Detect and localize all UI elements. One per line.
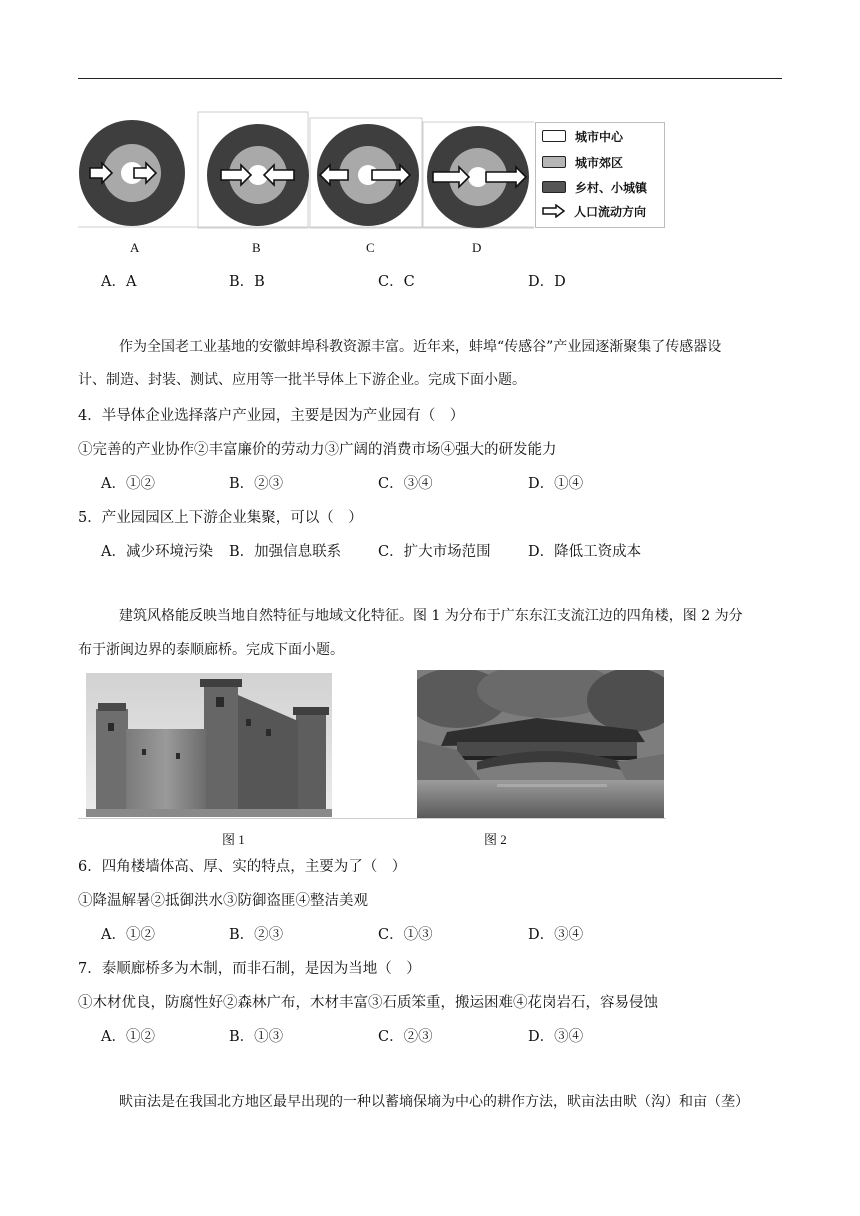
diagram-label-c: C	[366, 240, 375, 255]
legend-swatch-center	[542, 130, 566, 142]
q3-option-d: D．D	[528, 274, 566, 290]
q3-option-c: C．C	[378, 274, 415, 290]
diagram-c	[317, 124, 419, 226]
photo-four-corner-building	[86, 673, 332, 817]
photo-baseline	[78, 818, 666, 819]
header-rule	[78, 78, 782, 79]
diagram-legend	[535, 122, 665, 228]
q7-items: ①木材优良，防腐性好②森林广布，木材丰富③石质笨重，搬运困难④花岗岩石，容易侵蚀	[78, 995, 658, 1011]
q3-option-b: B．B	[229, 274, 265, 290]
passage-2-line-1: 建筑风格能反映当地自然特征与地域文化特征。图 1 为分布于广东东江支流江边的四角楼，图 2 为分	[119, 608, 743, 624]
legend-item: 乡村、小城镇	[542, 178, 647, 196]
legend-item: 城市郊区	[542, 153, 623, 171]
q6-option-b: B．②③	[229, 927, 284, 943]
q5-option-a: A．减少环境污染	[101, 544, 213, 560]
passage-1-line-2: 计、制造、封装、测试、应用等一批半导体上下游企业。完成下面小题。	[78, 372, 526, 388]
legend-swatch-rural	[542, 181, 566, 193]
q4-option-b: B．②③	[229, 476, 284, 492]
q4-option-d: D．①④	[528, 476, 584, 492]
q6-stem: 6．四角楼墙体高、厚、实的特点，主要为了（ ）	[78, 859, 407, 875]
arrow-icon	[542, 204, 566, 218]
diagram-d	[427, 126, 529, 228]
diagram-a	[79, 120, 185, 226]
q5-option-b: B．加强信息联系	[229, 544, 342, 560]
diagram-label-b: B	[252, 240, 261, 255]
photo-caption-1: 图 1	[222, 832, 245, 847]
q7-stem: 7．泰顺廊桥多为木制，而非石制，是因为当地（ ）	[78, 961, 421, 977]
q4-stem: 4．半导体企业选择落户产业园，主要是因为产业园有（ ）	[78, 408, 465, 424]
q5-stem: 5．产业园园区上下游企业集聚，可以（ ）	[78, 510, 363, 526]
passage-2-line-2: 布于浙闽边界的泰顺廊桥。完成下面小题。	[78, 642, 344, 658]
q6-option-c: C．①③	[378, 927, 433, 943]
q4-option-a: A．①②	[101, 476, 155, 492]
photo-covered-bridge	[417, 670, 664, 818]
q7-option-a: A．①②	[101, 1029, 155, 1045]
diagram-label-d: D	[472, 240, 482, 255]
q6-option-a: A．①②	[101, 927, 155, 943]
passage-3-line-1: 畎亩法是在我国北方地区最早出现的一种以蓄墒保墒为中心的耕作方法，畎亩法由畎（沟）和亩（垄）	[119, 1094, 749, 1110]
q6-items: ①降温解暑②抵御洪水③防御盗匪④整洁美观	[78, 893, 368, 909]
q6-option-d: D．③④	[528, 927, 584, 943]
q4-option-c: C．③④	[378, 476, 433, 492]
q4-items: ①完善的产业协作②丰富廉价的劳动力③广阔的消费市场④强大的研发能力	[78, 442, 557, 458]
passage-1-line-1: 作为全国老工业基地的安徽蚌埠科教资源丰富。近年来，蚌埠“传感谷”产业园逐渐聚集了传感器设	[119, 339, 722, 355]
q7-option-c: C．②③	[378, 1029, 433, 1045]
legend-item: 城市中心	[542, 127, 623, 145]
q5-option-d: D．降低工资成本	[528, 544, 642, 560]
q5-option-c: C．扩大市场范围	[378, 544, 491, 560]
diagram-b	[207, 124, 309, 226]
photo-caption-2: 图 2	[484, 832, 507, 847]
diagram-label-a: A	[130, 240, 140, 255]
q3-option-a: A．A	[101, 274, 137, 290]
legend-item: 人口流动方向	[542, 202, 646, 220]
q7-option-b: B．①③	[229, 1029, 284, 1045]
q7-option-d: D．③④	[528, 1029, 584, 1045]
legend-swatch-suburb	[542, 156, 566, 168]
population-flow-diagrams	[78, 110, 534, 230]
